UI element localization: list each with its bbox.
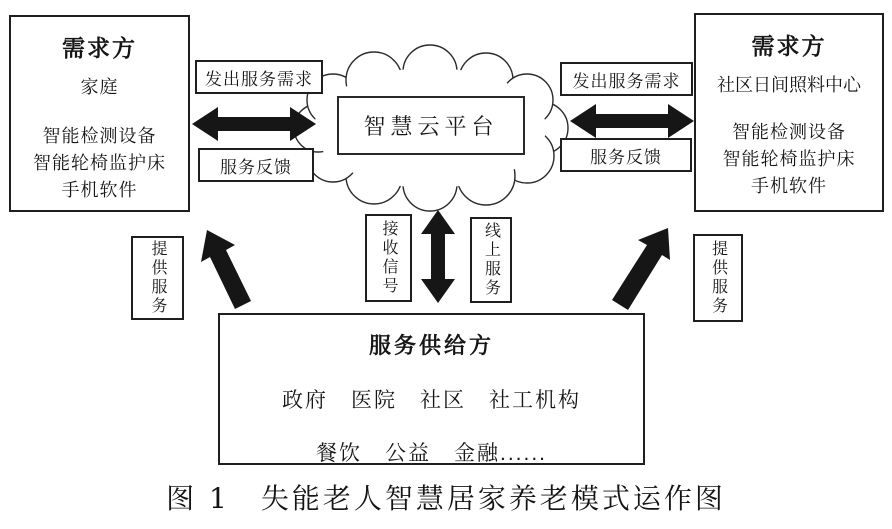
send-request-left-text: 发出服务需求 — [205, 69, 313, 89]
demand-daycare-subtitle: 社区日间照料中心 — [717, 75, 861, 95]
label-provide-service-left — [131, 236, 184, 320]
demand-daycare-item: 智能轮椅监护床 — [722, 149, 856, 169]
label-service-feedback-right — [560, 138, 692, 172]
service-feedback-left-text: 服务反馈 — [220, 157, 292, 177]
demand-daycare-title: 需求方 — [751, 33, 827, 59]
demand-family-subtitle: 家庭 — [80, 77, 119, 97]
provide-service-right-text: 提供服务 — [709, 240, 727, 316]
platform-box — [337, 96, 525, 155]
figure-caption: 图 1 失能老人智慧居家养老模式运作图 — [166, 482, 726, 515]
supplier-box — [218, 313, 645, 465]
label-send-request-left — [195, 60, 323, 94]
bidirectional-arrow-left-icon — [192, 107, 316, 141]
demand-family-item: 智能轮椅监护床 — [33, 153, 166, 173]
label-receive-signal — [365, 214, 412, 302]
provide-service-left-text: 提供服务 — [149, 240, 166, 316]
demand-daycare-item: 智能检测设备 — [732, 122, 846, 142]
provide-arrow-left-icon — [201, 230, 251, 309]
label-online-service — [470, 217, 512, 303]
bidirectional-arrow-right-icon — [570, 104, 694, 138]
demand-family-item: 手机软件 — [61, 180, 138, 200]
demand-daycare-items — [696, 119, 882, 200]
supplier-title: 服务供给方 — [368, 333, 494, 358]
bidirectional-arrow-vertical-icon — [421, 210, 455, 303]
demand-family-item: 智能检测设备 — [42, 126, 157, 146]
label-provide-service-right — [693, 234, 743, 322]
label-send-request-right — [560, 62, 693, 96]
online-service-text: 线上服务 — [482, 222, 500, 298]
platform-label: 智慧云平台 — [363, 114, 499, 139]
service-feedback-right-text: 服务反馈 — [590, 147, 662, 167]
label-service-feedback-left — [198, 148, 314, 182]
demand-box-family — [9, 15, 190, 212]
demand-family-items — [11, 123, 188, 204]
supplier-line-2: 餐饮 公益 金融...... — [315, 442, 547, 465]
demand-daycare-item: 手机软件 — [751, 176, 827, 196]
provide-arrow-right-icon — [612, 228, 670, 310]
receive-signal-text: 接收信号 — [380, 220, 397, 296]
demand-family-title: 需求方 — [62, 35, 137, 61]
supplier-line-1: 政府 医院 社区 社工机构 — [282, 389, 581, 412]
send-request-right-text: 发出服务需求 — [572, 71, 681, 91]
demand-box-daycare — [694, 13, 884, 212]
